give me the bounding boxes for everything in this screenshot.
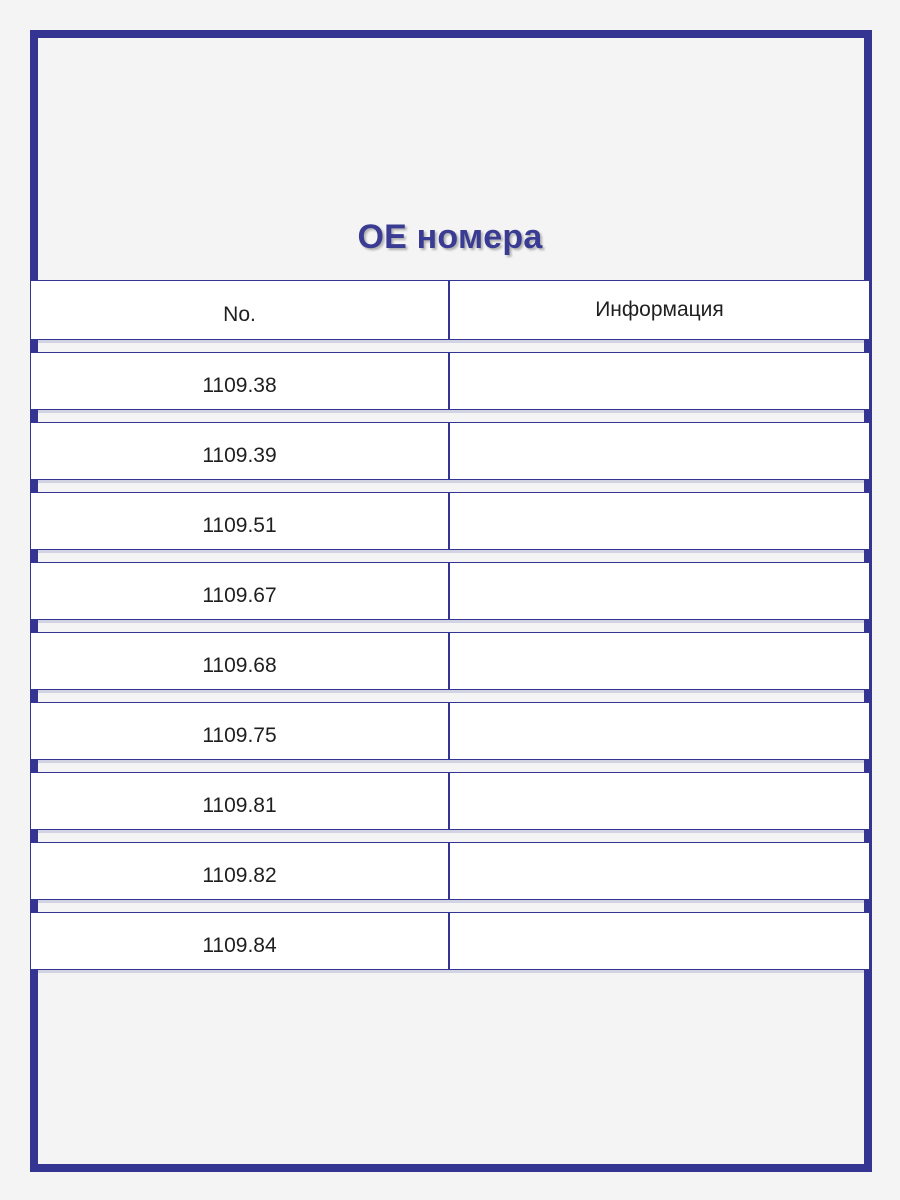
cell-no: 1109.67 xyxy=(31,563,450,619)
table-row xyxy=(30,492,870,550)
cell-info xyxy=(450,353,869,409)
page-title: OE номера xyxy=(357,218,543,256)
table-row xyxy=(30,632,870,690)
table-header-row xyxy=(30,280,870,340)
cell-info xyxy=(450,423,869,479)
cell-info xyxy=(450,843,869,899)
cell-info xyxy=(450,563,869,619)
cell-no: 1109.38 xyxy=(31,353,450,409)
table-row xyxy=(30,842,870,900)
cell-no: 1109.84 xyxy=(31,913,450,969)
table-row xyxy=(30,772,870,830)
cell-info xyxy=(450,773,869,829)
cell-no: 1109.82 xyxy=(31,843,450,899)
cell-info xyxy=(450,633,869,689)
table-row xyxy=(30,422,870,480)
cell-no: 1109.51 xyxy=(31,493,450,549)
oe-numbers-table xyxy=(30,280,872,970)
table-row xyxy=(30,352,870,410)
cell-info xyxy=(450,913,869,969)
cell-info xyxy=(450,493,869,549)
header-no: No. xyxy=(31,281,450,339)
table-row xyxy=(30,912,870,970)
cell-info xyxy=(450,703,869,759)
table-row xyxy=(30,562,870,620)
cell-no: 1109.81 xyxy=(31,773,450,829)
cell-no: 1109.75 xyxy=(31,703,450,759)
header-info: Информация xyxy=(595,298,724,321)
table-row xyxy=(30,702,870,760)
cell-no: 1109.68 xyxy=(31,633,450,689)
cell-no: 1109.39 xyxy=(31,423,450,479)
